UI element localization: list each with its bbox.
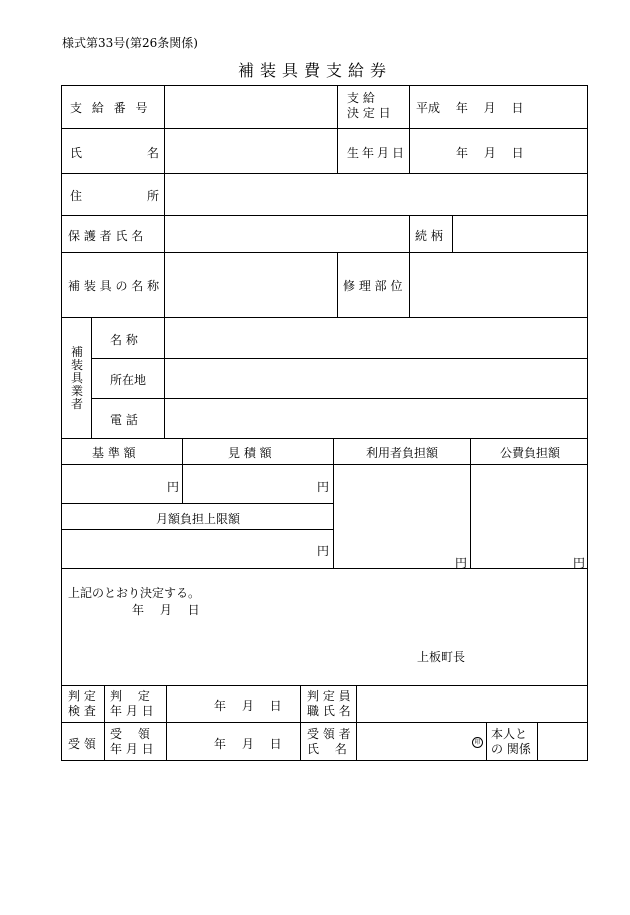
label-vendor-phone: 電 話 xyxy=(110,413,138,427)
label-public-burden: 公費負担額 xyxy=(500,446,561,460)
receipt-date-value: 年 月 日 xyxy=(214,737,282,751)
col-line xyxy=(356,685,357,761)
label-monthly-limit: 月額負担上限額 xyxy=(156,512,241,526)
col-line xyxy=(537,722,538,761)
label-address: 住 xyxy=(70,189,83,203)
label-relation-to-person: 本人と の 関係 xyxy=(491,727,531,756)
col-line xyxy=(333,438,334,568)
col-line xyxy=(409,85,410,173)
col-line xyxy=(409,215,410,317)
col-line xyxy=(486,722,487,761)
row-line xyxy=(61,464,588,465)
row-line xyxy=(91,358,588,359)
row-line xyxy=(61,685,588,686)
label-support-number: 支 給 番 号 xyxy=(70,101,151,115)
yen-unit: 円 xyxy=(317,544,330,558)
form-reference: 様式第33号(第26条関係) xyxy=(62,36,198,50)
label-guardian-name: 保 護 者 氏 名 xyxy=(68,229,144,243)
col-line xyxy=(470,438,471,568)
label-vendor-location: 所在地 xyxy=(110,373,147,387)
label-judge-staff: 判 定 員 職 氏 名 xyxy=(307,689,351,718)
label-judge-date: 判 定 年 月 日 xyxy=(110,689,154,718)
label-name: 氏 xyxy=(70,146,83,160)
label-user-burden: 利用者負担額 xyxy=(366,446,439,460)
label-vendor: 補装具業者 xyxy=(70,345,83,411)
decision-statement: 上記のとおり決定する。 xyxy=(68,586,201,600)
decision-date-line: 年 月 日 xyxy=(132,603,200,617)
birth-date-value: 年 月 日 xyxy=(456,146,524,160)
label-name-2: 名 xyxy=(147,146,160,160)
label-estimate-amount: 見 積 額 xyxy=(228,446,272,460)
col-line xyxy=(104,685,105,761)
yen-unit: 円 xyxy=(167,480,180,494)
label-receiver-name: 受 領 者 氏 名 xyxy=(307,727,351,756)
label-birth-date: 生年月日 xyxy=(347,146,408,160)
col-line xyxy=(182,438,183,503)
label-decision-date: 支 給 決 定 日 xyxy=(347,91,391,120)
label-receipt-date: 受 領 年 月 日 xyxy=(110,727,154,756)
label-judge-inspection: 判 定 検 査 xyxy=(68,689,96,718)
form-title: 補装具費支給券 xyxy=(237,61,392,80)
col-line xyxy=(166,685,167,761)
decision-date-value: 平成 年 月 日 xyxy=(416,101,524,115)
label-device-name: 補 装 具 の 名 称 xyxy=(68,279,160,293)
col-line xyxy=(164,85,165,317)
judge-date-value: 年 月 日 xyxy=(214,699,282,713)
row-line xyxy=(61,438,588,439)
label-address-2: 所 xyxy=(147,189,160,203)
col-line xyxy=(91,317,92,438)
row-line xyxy=(61,173,588,174)
row-line xyxy=(61,128,588,129)
yen-unit: 円 xyxy=(317,480,330,494)
row-line xyxy=(61,529,333,530)
seal-mark: 印 xyxy=(472,737,483,748)
row-line xyxy=(61,568,588,569)
form-frame xyxy=(61,85,588,761)
col-line xyxy=(337,252,338,317)
yen-unit: 円 xyxy=(573,556,586,570)
label-repair-part: 修 理 部 位 xyxy=(343,279,403,293)
row-line xyxy=(61,503,333,504)
col-line xyxy=(337,85,338,173)
label-relationship: 続 柄 xyxy=(415,229,443,243)
mayor-title: 上板町長 xyxy=(417,650,466,664)
row-line xyxy=(61,317,588,318)
label-receipt: 受 領 xyxy=(68,737,96,751)
label-vendor-name: 名 称 xyxy=(110,333,138,347)
row-line xyxy=(61,215,588,216)
col-line xyxy=(452,215,453,252)
col-line xyxy=(300,685,301,761)
col-line xyxy=(164,317,165,438)
row-line xyxy=(61,722,588,723)
yen-unit: 円 xyxy=(455,556,468,570)
row-line xyxy=(91,398,588,399)
label-base-amount: 基 準 額 xyxy=(92,446,136,460)
row-line xyxy=(61,252,588,253)
